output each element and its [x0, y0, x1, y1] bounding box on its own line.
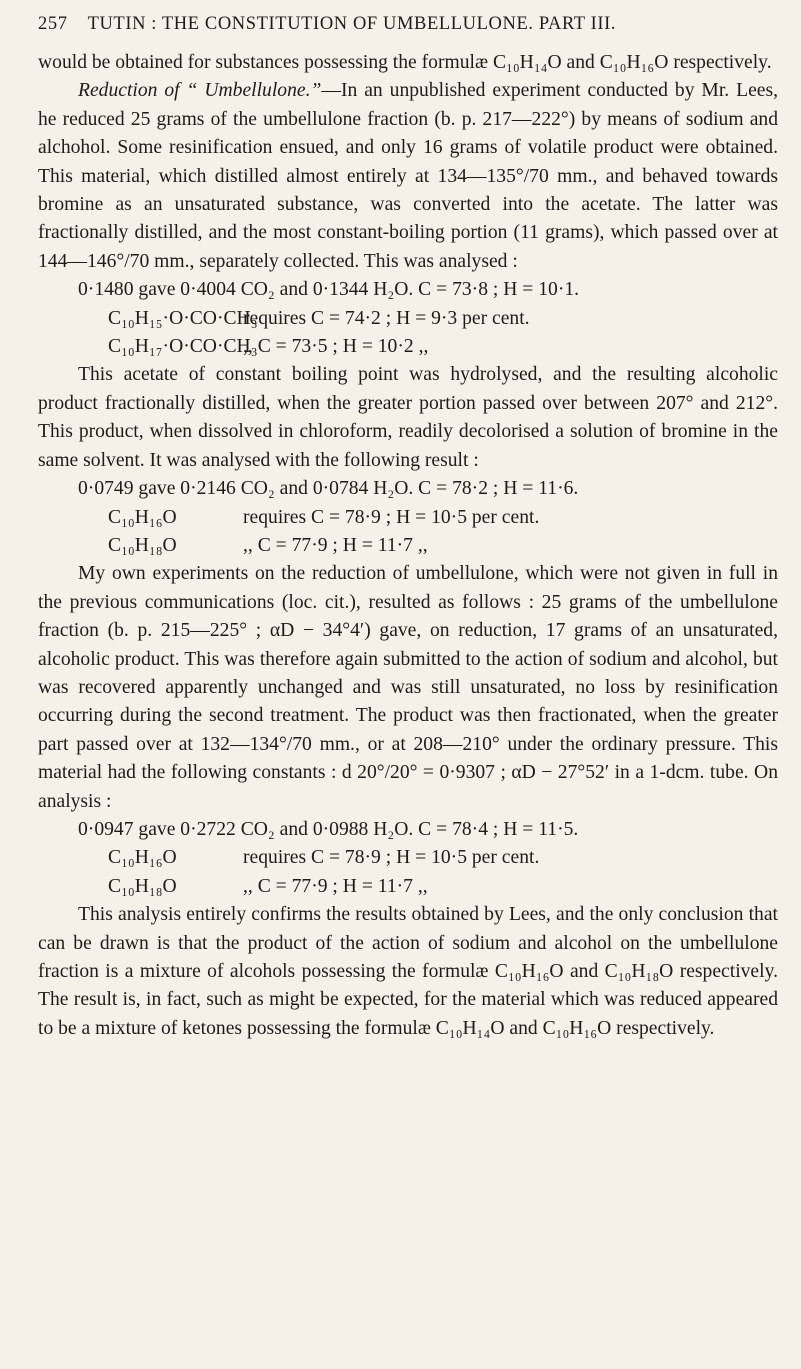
- page-number: 257: [38, 14, 68, 34]
- calc-values: ,, C = 73·5 ; H = 10·2 ,,: [243, 336, 429, 358]
- paragraph-own-experiments: My own experiments on the reduction of umbellulone, which were not given in full in the previous communications (loc. cit.), resulted as follows : 25 grams of the umbellulone fraction (b. p. 215—225° ; αD − 34°4′) gave, on reduction, 17 grams of an unsaturated, alcoholic product. This was therefore again submitted to the action of sodium and alcohol, but was recovered apparently unchanged and was still unsaturated, no loss by resinification occurring during the second treatment. The product was then fractionated, when the greater part passed over at 132—134°/70 mm., or at 208—210° under the ordinary pressure. This material had the following constants : d 20°/20° = 0·9307 ; αD − 27°52′ in a 1-dcm. tube. On analysis :: [38, 563, 778, 812]
- calc-values: ,, C = 77·9 ; H = 11·7 ,,: [243, 875, 428, 897]
- formula: C₁₀H₁₆O: [108, 847, 177, 869]
- analysis-found: 0·0749 gave 0·2146 CO₂ and 0·0784 H₂O. C = 78·2 ; H = 11·6.: [78, 478, 579, 500]
- paragraph-conclusion: This analysis entirely confirms the results obtained by Lees, and the only conclusion that can be drawn is that the product of the action of sodium and alcohol on the umbellulone fraction is a mixture of alcohols possessing the formulæ C₁₀H₁₆O and C₁₀H₁₈O respectively. The result is, in fact, such as might be expected, for the material which was reduced appeared to be a mixture of ketones possessing the formulæ C₁₀H₁₄O and C₁₀H₁₆O respectively.: [38, 904, 778, 1039]
- analysis-calc-row: [38, 844, 778, 872]
- paragraph-text: —In an unpublished experiment conducted by Mr. Lees, he reduced 25 grams of the umbellulone fraction (b. p. 217—222°) by means of sodium and alchohol. Some resinification ensued, and only 16 grams of volatile product were obtained. This material, which distilled almost entirely at 134—135°/70 mm., and behaved towards bromine as an unsaturated substance, was converted into the acetate. The latter was fractionally distilled, and the most constant-boiling portion (11 grams), which passed over at 144—146°/70 mm., separately collected. This was analysed :: [38, 80, 779, 272]
- calc-values: ,, C = 77·9 ; H = 11·7 ,,: [243, 534, 428, 556]
- analysis-block-2: [38, 475, 778, 560]
- formula: C₁₀H₁₈O: [108, 875, 177, 897]
- formula: C₁₀H₁₆O: [108, 506, 177, 528]
- formula: C₁₀H₁₇·O·CO·CH₃: [108, 336, 258, 358]
- formula: C₁₀H₁₈O: [108, 534, 177, 556]
- analysis-calc-row: [38, 873, 778, 901]
- analysis-calc-row: [38, 305, 778, 333]
- paragraph-hydrolysis: This acetate of constant boiling point was hydrolysed, and the resulting alcoholic product fractionally distilled, when the greater portion passed over between 207° and 212°. This product, when dissolved in chloroform, readily decolorised a solution of bromine in the same solvent. It was analysed with the following result :: [38, 364, 778, 471]
- calc-values: requires C = 78·9 ; H = 10·5 per cent.: [243, 847, 540, 869]
- calc-values: requires C = 78·9 ; H = 10·5 per cent.: [243, 506, 540, 528]
- calc-values: requires C = 74·2 ; H = 9·3 per cent.: [243, 307, 530, 329]
- section-heading: Reduction of “ Umbellulone.”: [78, 80, 322, 102]
- analysis-calc-row: [38, 504, 778, 532]
- analysis-block-1: [38, 276, 778, 361]
- analysis-block-3: [38, 816, 778, 901]
- analysis-found: 0·1480 gave 0·4004 CO₂ and 0·1344 H₂O. C = 73·8 ; H = 10·1.: [78, 279, 580, 301]
- analysis-calc-row: [38, 532, 778, 560]
- analysis-calc-row: [38, 333, 778, 361]
- page-body: [38, 49, 778, 1043]
- running-title: TUTIN : THE CONSTITUTION OF UMBELLULONE. PART III.: [87, 14, 617, 34]
- paragraph-reduction: [38, 77, 778, 276]
- paragraph-continuation: would be obtained for substances possessing the formulæ C₁₀H₁₄O and C₁₀H₁₆O respectively.: [38, 52, 772, 73]
- running-header: [38, 10, 771, 38]
- analysis-found: 0·0947 gave 0·2722 CO₂ and 0·0988 H₂O. C = 78·4 ; H = 11·5.: [78, 818, 579, 840]
- formula: C₁₀H₁₅·O·CO·CH₃: [108, 307, 258, 329]
